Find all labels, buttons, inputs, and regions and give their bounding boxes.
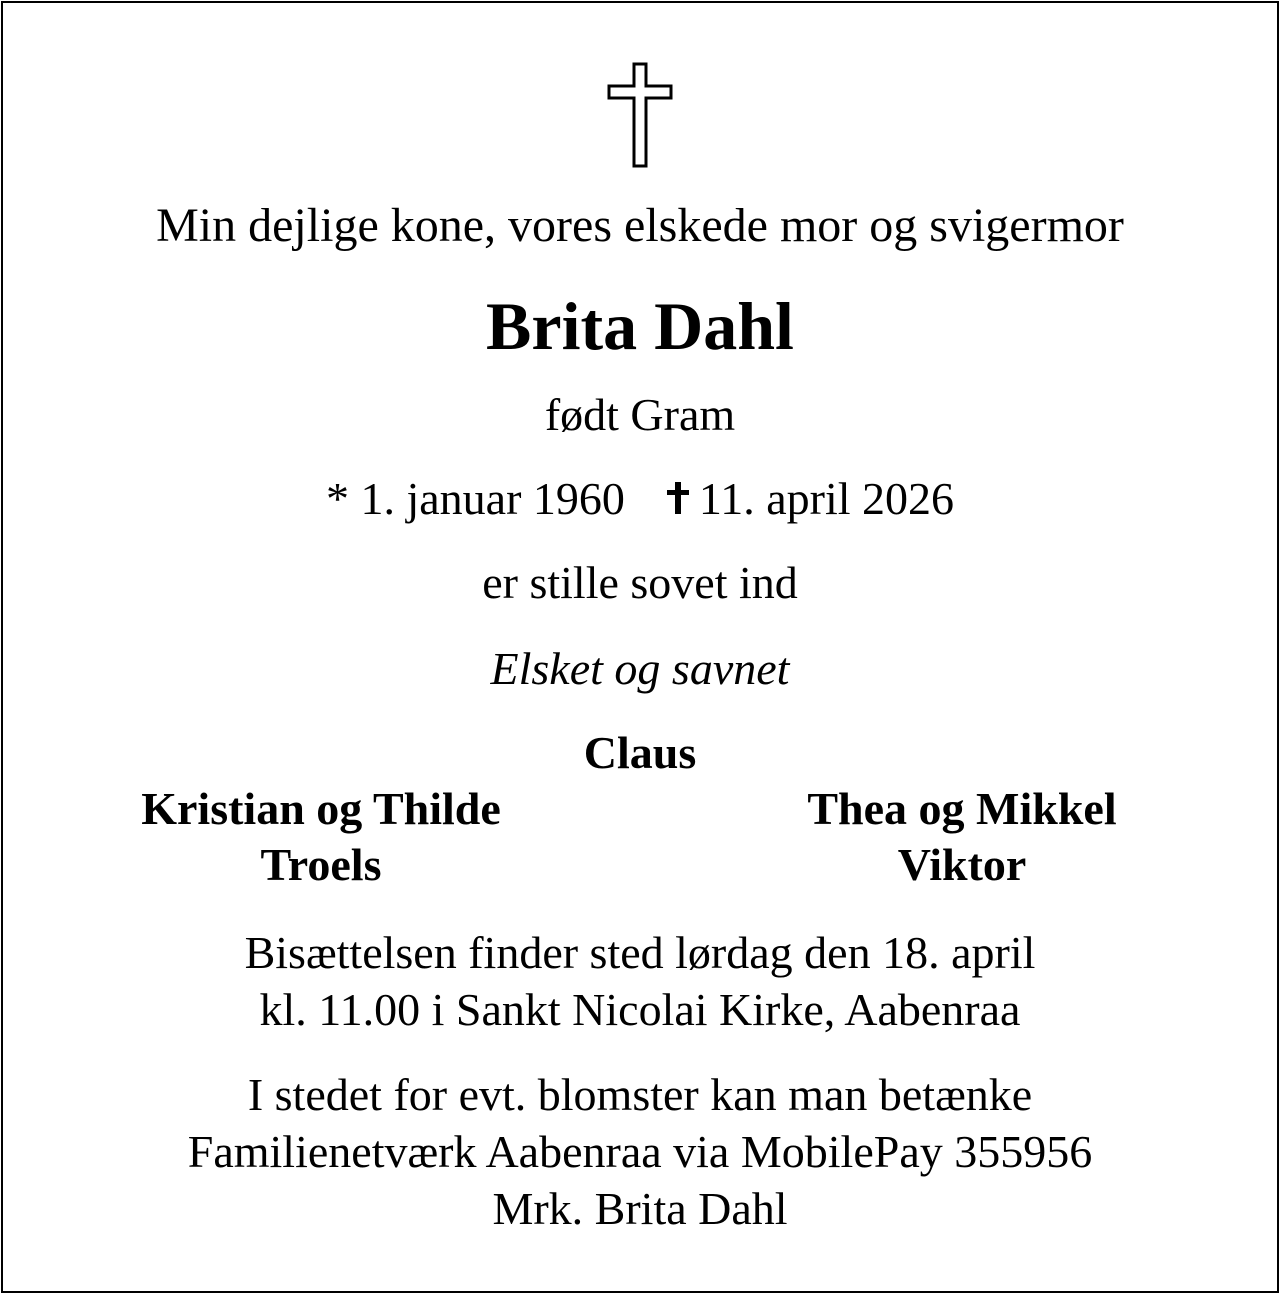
funeral-line: Bisættelsen finder sted lørdag den 18. april xyxy=(244,927,1036,978)
deceased-name: Brita Dahl xyxy=(486,288,794,364)
family-top-name: Claus xyxy=(583,727,697,778)
death-date: 11. april 2026 xyxy=(698,473,955,524)
family-left-line: Kristian og Thilde xyxy=(141,783,501,834)
family-left-column xyxy=(100,781,542,893)
funeral-info xyxy=(0,924,1280,1038)
donation-line: Familienetværk Aabenraa via MobilePay 355956 xyxy=(187,1126,1093,1177)
birth-date: * 1. januar 1960 xyxy=(325,473,625,524)
family-right-column xyxy=(740,781,1184,893)
loved-text: Elsket og savnet xyxy=(490,643,790,694)
family-right-line: Viktor xyxy=(897,839,1027,890)
passed-text: er stille sovet ind xyxy=(482,557,798,608)
donation-info xyxy=(0,1066,1280,1237)
funeral-line: kl. 11.00 i Sankt Nicolai Kirke, Aabenraa xyxy=(259,984,1021,1035)
family-left-line: Troels xyxy=(260,839,382,890)
birth-name: født Gram xyxy=(544,389,736,440)
cross-icon xyxy=(607,62,673,170)
family-right-line: Thea og Mikkel xyxy=(807,783,1117,834)
death-cross-icon xyxy=(665,480,691,516)
donation-line: I stedet for evt. blomster kan man betænke xyxy=(247,1069,1033,1120)
intro-text: Min dejlige kone, vores elskede mor og svigermor xyxy=(156,199,1124,252)
donation-line: Mrk. Brita Dahl xyxy=(492,1183,788,1234)
life-dates xyxy=(0,470,1280,528)
